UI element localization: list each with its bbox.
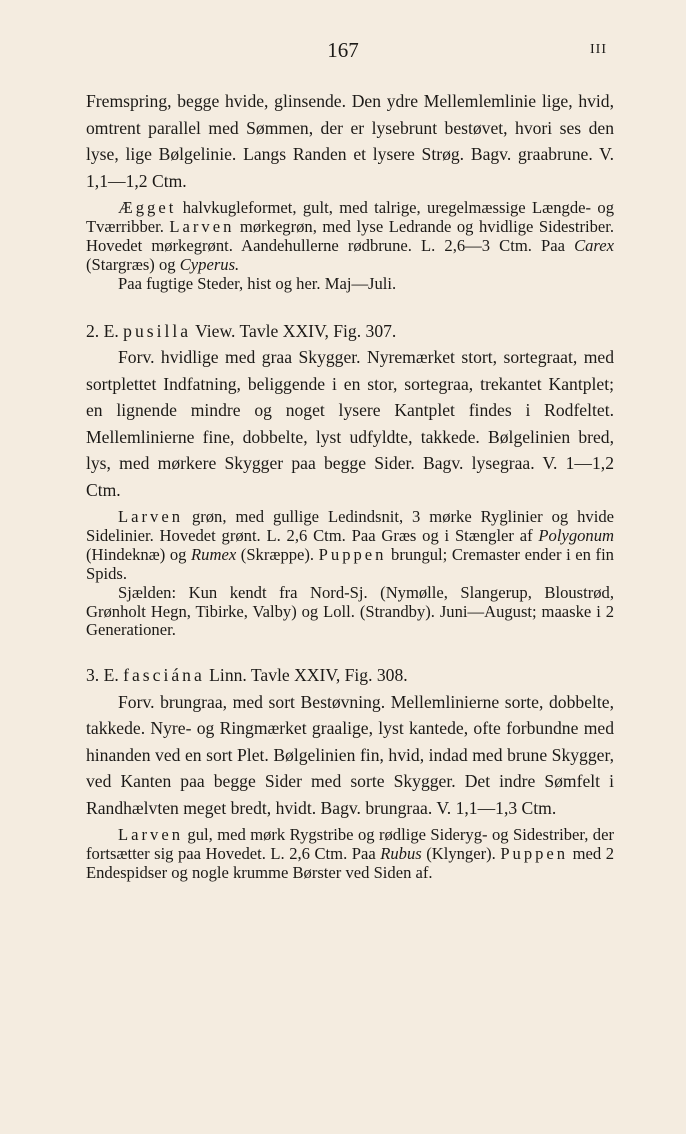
paragraph-forewing-continued: Fremspring, begge hvide, glinsende. Den ydre Mellemlemlinie lige, hvid, omtrent parallel med Sømmen, der er lysebrunt bestøvet, hvori ses den lyse, lige Bølgelinie. Langs Randen et lysere Strøg. Bagv. graabrune. V. 1,1—1,2 Ctm. [86,91,614,191]
text-run: mørkegrøn, med lyse Ledrande og hvidlige Sidestriber. Hovedet mørkegrønt. Aandehullerne rødbrune. L. 2,6—3 Ctm. Paa [86,216,615,255]
paragraph-pusilla-larva [86,508,614,584]
spaced-word-pupa: Puppen [318,544,387,564]
paragraph-pusilla-distribution: Sjælden: Kun kendt fra Nord-Sj. (Nymølle, Slangerup, Bloustrød, Grønholt Hegn, Tibirke, Valby) og Loll. (Strandby). Juni—August; maaske i 2 Generationer. [86,582,614,640]
species-number: 2. E. [86,320,124,341]
text-run: (Klynger). [421,844,501,864]
italic-carex: Carex [574,235,614,255]
species-authority: View. Tavle XXIV, Fig. 307. [191,320,397,341]
paragraph-fasciana-larva [86,826,614,883]
text-run: med 2 Endespidser og nogle krumme Børster ved Siden af. [86,844,614,883]
paragraph-egg-larva [86,199,614,275]
page-body [86,88,614,883]
italic-polygonum: Polygonum [538,525,614,545]
paragraph-pusilla-description: Forv. hvidlige med graa Skygger. Nyremærket stort, sortegraat, med sortplettet Indfatning, beliggende i en stor, sortegraa, trekantet Kantplet; en lignende mindre og noget lysere Kantplet findes i Rodfeltet. Mellemlinierne fine, dobbelte, lyst udfyldte, takkede. Bølgelinien bred, lys, med mørkere Skygger paa begge Sider. Bagv. lysegraa. V. 1—1,2 Ctm. [86,347,614,500]
spaced-word-larva: Larven [118,507,183,527]
text-run: halvkugleformet, gult, med talrige, uregelmæssige Længde- og Tværribber. [86,198,614,236]
text-run: (Skræppe). [236,544,319,564]
spaced-word-larva: Larven [118,825,183,845]
paragraph-habitat: Paa fugtige Steder, hist og her. Maj—Juli. [118,273,397,293]
italic-cyperus: Cyperus. [179,254,240,274]
species-heading-fasciana [86,662,614,689]
spaced-word-pupa: Puppen [500,844,569,864]
spaced-word-egg: Ægget [118,198,177,217]
paragraph-fasciana-description: Forv. brungraa, med sort Bestøvning. Mellemlinierne sorte, dobbelte, takkede. Nyre- og Ringmærket graalige, lyst kantede, ofte forbundne med hinanden ved en sort Plet. Bølgelinien fin, hvid, indad med brune Skygger, ved Kanten paa begge Sider med sorte Skygger. Det indre Sømfelt i Randhælvten meget bredt, hvidt. Bagv. brungraa. V. 1,1—1,3 Ctm. [86,691,614,818]
italic-rumex: Rumex [191,544,237,564]
text-run: (Hindeknæ) og [86,544,192,564]
text-run: brungul; Cremaster ender i en fin Spids. [86,544,614,583]
species-authority: Linn. Tavle XXIV, Fig. 308. [204,665,408,686]
spaced-word-larva: Larven [169,216,235,236]
italic-rubus: Rubus [380,844,422,864]
signature-mark: III [590,42,607,57]
species-number: 3. E. [86,665,124,686]
text-run: grøn, med gullige Ledindsnit, 3 mørke Ryglinier og hvide Sidelinier. Hovedet grønt. L. 2,6 Ctm. Paa Græs og i Stængler af [86,507,614,545]
species-name-pusilla: pusilla [123,320,192,341]
text-run: gul, med mørk Rygstribe og rødlige Sideryg- og Sidestriber, der fortsætter sig paa Hovedet. L. 2,6 Ctm. Paa [86,825,614,864]
text-run: (Stargræs) og [86,254,180,274]
species-name-fasciana: fasciána [123,665,205,686]
page-number: 167 [327,38,359,62]
species-heading-pusilla [86,318,614,345]
